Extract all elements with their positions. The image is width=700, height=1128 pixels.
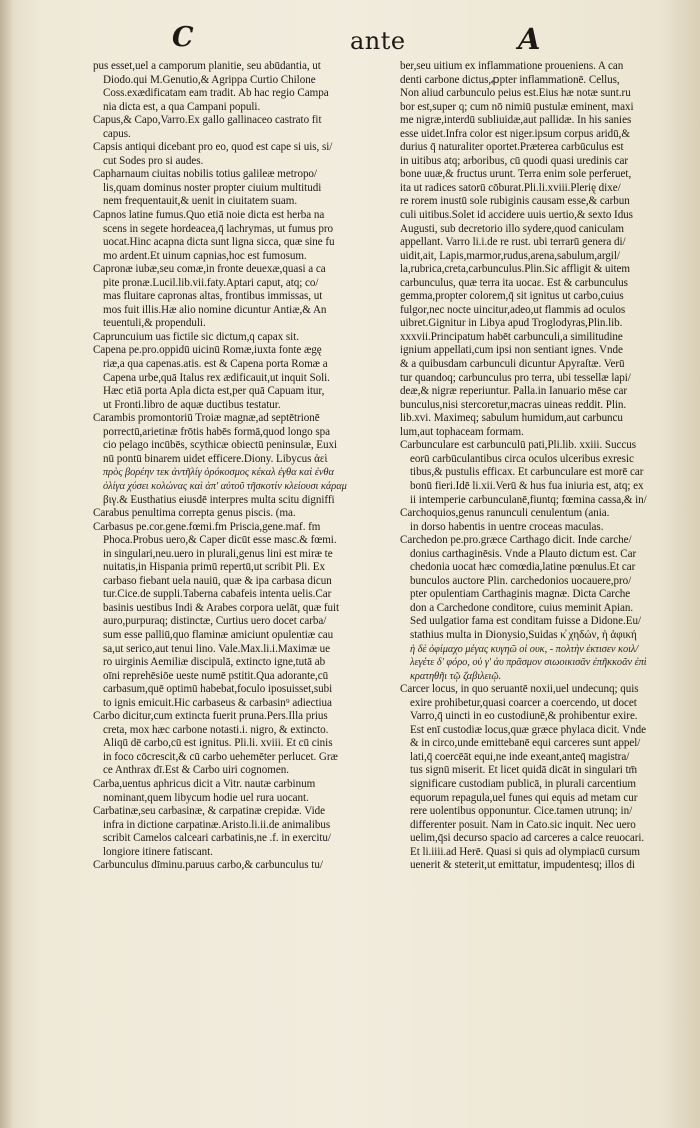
right-column-text-line: bor est,super q; cum nō nimiū pustulæ eminent, maxi <box>400 100 634 113</box>
left-column-text-line: infra in dictione carpatinæ.Aristo.li.ii.de animalibus <box>103 818 331 831</box>
left-column-text-line: Capharnaum ciuitas nobilis totius galileæ metropo/ <box>93 168 317 181</box>
left-column-text-line: Carbunculus dīminu.paruus carbo,& carbunculus tu/ <box>93 859 323 872</box>
right-column-text-line: exire prohibetur,quasi coarcer a coercendo, ut docet <box>410 696 637 709</box>
left-column-text-line: auro,purpuraq; distinctæ, Curtius uero docet carba/ <box>103 615 327 628</box>
left-column-text-line: Carba,uentus aphricus dicit a Vitr. nautæ carbinum <box>93 777 316 790</box>
right-column-text-line: ἡ δὲ ὀφίμαχο μέγας κυγηῶ οἱ ουκ, - πολτὴν ἐκτισεν κοιλ/ <box>410 643 639 655</box>
right-column-text-line: re rorem inustū sole rubiginis causam esse,& carbun <box>400 195 630 208</box>
left-column-text-line: nia dicta est, a qua Campani populi. <box>103 100 261 113</box>
left-column-text-line: cio pelago incūbēs, scythicæ obiectū peninsulæ, Euxi <box>103 439 338 452</box>
right-column-text-line: & in circo,unde emittebanē equi carceres sunt appel/ <box>410 737 641 750</box>
right-column-text-line: Carchedon pe.pro.græce Carthago dicit. Inde carche/ <box>400 534 632 547</box>
left-column-text-line: scribit Camelos calceari carbatinis,ne .f. in exercitu/ <box>103 832 331 845</box>
right-column-text-line: lati,q̄ coercēāt equi,ne inde exeant,anteq̄ magistra/ <box>410 750 630 763</box>
right-text-column <box>400 60 696 873</box>
right-column-text-line: deæ,& nigræ reperiuntur. Palla.in Ianuario mēse car <box>400 385 627 398</box>
right-column-text-line: durius q̄ naturaliter oportet.Præterea carbūculus est <box>400 141 624 154</box>
right-column-text-line: chedonia uocat hæc comœdia,latine pœnulus.Et car <box>410 561 636 574</box>
right-column-text-line: in uitibus atq; arboribus, cū quodi quasi uredinis car <box>400 154 629 167</box>
left-column-text-line: sa,ut serico,aut tenui lino. Vale.Max.li.i.Maximæ ue <box>103 642 331 655</box>
left-column-text-line: sum esse palliū,quo flaminæ amiciunt opulentiæ cau <box>103 628 334 641</box>
running-head-right-letter: A <box>518 22 542 56</box>
left-column-text-line: Carambis promontoriū Troiæ magnæ,ad septētrionē <box>93 412 320 425</box>
running-head-left-letter: C <box>172 22 194 53</box>
right-column-text-line: gemma,propter colorem,q̄ sit ignitus ut carbo,cuius <box>400 290 624 303</box>
right-column-text-line: bone uuæ,& fructus urunt. Terra enim sole perferuet, <box>400 168 632 181</box>
right-column-text-line: uidit,ait, Lapis,marmor,rudus,arena,sabulum,argil/ <box>400 249 620 262</box>
right-column-text-line: stathius multa in Dionysio,Suidas κ̓ χηδών, ἡ ἀφική <box>410 628 637 641</box>
right-column-text-line: tur quandoq; carbunculus pro terra, ubi tessellæ lapi/ <box>400 371 631 384</box>
right-column-text-line: Carcer locus, in quo seruantē noxii,uel undecunq; quis <box>400 683 639 696</box>
right-column-text-line: Carbunculare est carbunculū pati,Pli.lib. xxiii. Succus <box>400 439 637 452</box>
page-gutter-shadow <box>0 0 14 1128</box>
right-column-text-line: Non aliud carbunculo peius est.Eius hæ notæ sunt.ru <box>400 87 631 100</box>
running-head <box>0 22 700 62</box>
right-column-text-line: ita ut radices satorū cōburat.Pli.li.xviii.Plerię dixe/ <box>400 181 621 194</box>
right-column-text-line: Sed uulgatior fama est conditam fuisse a Didone.Eu/ <box>410 615 641 628</box>
left-column-text-line: nuitatis,in Hispania primū repertū,ut scribit Pli. Ex <box>103 561 325 574</box>
left-column-text-line: pus esset,uel a camporum planitie, seu abūdantia, ut <box>93 60 321 72</box>
right-column-text-line: uibret.Gignitur in Libya apud Troglodyras,Plin.lib. <box>400 317 623 330</box>
right-column-text-line: denti carbone dictus,ꝓpter inflammationē. Cellus, <box>400 73 620 86</box>
left-column-text-line: Carbasus pe.cor.gene.fœmi.fm Priscia,gene.maf. fm <box>93 520 321 533</box>
right-column-text-line: culi uitibus.Solet id accidere uuis uertio,& sexto Idus <box>400 209 633 222</box>
left-column-text-line: Capruncuium uas fictile sic dictum,q capax sit. <box>93 330 299 343</box>
left-column-text-line: in foco cōcrescit,& cū carbo uehemēter perlucet. Græ <box>103 750 338 763</box>
left-column-text-line: nominant,quem libycum hodie uel rura uocant. <box>103 791 309 804</box>
left-column-text-line: Capronæ iubæ,seu comæ,in fronte deuexæ,quasi a ca <box>93 263 326 276</box>
right-column-text-line: Varro,q̄ uincti in eo custodiunē,& prohibentur exire. <box>410 710 638 723</box>
left-column-text-line: Hæc etiā porta Apla dicta est,per quā Capuam itur, <box>103 385 325 398</box>
left-column-text-line: Carabus penultima correpta genus piscis. (ma. <box>93 507 296 520</box>
left-column-text-line: pite pronæ.Lucil.lib.vii.faty.Aptari caput, atq; co/ <box>103 276 319 289</box>
right-column-text-line: Est enī custodiæ locus,quæ græce phylaca dicit. Vnde <box>410 723 646 736</box>
right-column-text-line: uelim,q̄si decurso spacio ad carceres a calce reuocari. <box>410 832 645 845</box>
right-column-text-line: equorum repagula,uel funes qui equis ad metam cur <box>410 791 638 804</box>
right-column-text-line: bunculus,nisi stercoretur,macras uineas reddit. Plin. <box>400 398 627 411</box>
right-column-text-line: λεγέτε δ' φόρο, οὐ γ' ἀυ πρᾶσμον σιωοικισᾶν ἐπῆκκοᾶν ἐπὶ <box>410 657 647 669</box>
right-column-text-line: uenerit & steterit,ut emittatur, impudentesq; illos di <box>410 859 635 872</box>
right-column-text-line: don a Carchedone conditore, cuius meminit Apian. <box>410 601 634 614</box>
left-column-text-line: nū pontū binarem uidet efficere.Diony. Libycus ἀεὶ <box>103 452 328 465</box>
right-column-text-line: & a quibusdam carbunculi dicuntur Apyraſtæ. Verū <box>400 358 625 371</box>
right-column-text-line: lum,aut tophaceam formam. <box>400 425 524 438</box>
left-column-text-line: ro uirginis Aemiliæ discipulā, extincto igne,tutā ab <box>103 656 326 669</box>
left-column-text-line: carbaso fiebant uela nauiū, quæ & ipa carbasa dicun <box>103 574 332 587</box>
right-column-text-line: fulgor,nec nocte uincitur,adeo,ut flammis ad oculos <box>400 303 626 316</box>
right-column-text-line: Et li.iiii.ad Herē. Quasi si quis ad olympiacū cursum <box>410 845 640 858</box>
right-column-text-line: carbunculus, quæ terra ita uocaε. Est & carbunculus <box>400 276 628 289</box>
left-text-column <box>93 60 389 873</box>
right-column-text-line: la,rubrica,creta,carbunculus.Plin.Sic affligit & uitem <box>400 263 630 276</box>
left-column-text-line: tur.Cice.de suppli.Taberna cabafeis intenta uelis.Car <box>103 588 332 601</box>
right-column-text-line: bonū fieri.Idē li.xii.Verū & hus fua iniuria est, atq; ex <box>410 479 644 492</box>
left-column-text-line: mo ardent.Et uinum capnias,hoc est fumosum. <box>103 249 307 262</box>
left-column-text-line: scens in segete hordeacea,q̄ lachrymas, ut fumus pro <box>103 222 334 235</box>
left-column-text-line: porrectū,arietinæ frōtis habēs formā,quod longo spa <box>103 425 330 438</box>
right-column-text-line: bunculos auctore Plin. carchedonios uocauere,pro/ <box>410 574 632 587</box>
left-column-text-line: ut Fronti.libro de aquæ ductibus testatur. <box>103 398 281 411</box>
right-column-text-line: lib.xvi. Maximeq; sabulum humidum,aut carbuncu <box>400 412 623 425</box>
left-column-text-line: nem frequentauit,& uenit in ciuitatem suam. <box>103 195 298 208</box>
left-column-text-line: Diodo.qui M.Genutio,& Agrippa Curtio Chilone <box>103 73 316 86</box>
right-column-text-line: Carchoquios,genus ranunculi cenulentum (ania. <box>400 507 610 520</box>
left-column-text-line: oīni reprehēsiōe ueste numē pstitit.Qua adorante,cū <box>103 669 329 682</box>
right-column-text-line: me nigræ,interdū subliuidæ,aut pallidæ. In his sanies <box>400 114 632 127</box>
right-column-text-line: esse uidet.Infra color est niger.ipsum corpus aridū,& <box>400 127 630 140</box>
right-column-text-line: κρατηθῆι τῷ ζαβιλειῷ. <box>410 670 502 682</box>
left-column-text-line: mos fuit illis.Hæ alio nomine dicuntur Antiæ,& An <box>103 303 327 316</box>
right-column-text-line: pter opulentiam Carthaginis magnæ. Dicta Carche <box>410 588 631 601</box>
left-column-text-line: Aliqū dē carbo,cū est ignitus. Pli.li. xviii. Et cū cinis <box>103 737 333 750</box>
left-column-text-line: Coss.exædificatam eam tradit. Ab hac regio Campa <box>103 87 329 100</box>
left-column-text-line: Capena urbe,quā Italus rex ædificauit,ut inquit Soli. <box>103 371 330 384</box>
right-column-text-line: ber,seu uitium ex inflammatione proueniens. A can <box>400 60 624 72</box>
left-column-text-line: Carbatinæ,seu carbasinæ, & carpatinæ crepidæ. Vide <box>93 805 326 818</box>
right-column-text-line: differenter posuit. Nam in Cato.sic inquit. Nec uero <box>410 818 636 831</box>
right-column-text-line: significare custodiam publicā, in plurali carcentium <box>410 777 636 790</box>
running-head-word: ante <box>350 27 406 55</box>
left-column-text-line: capus. <box>103 127 131 140</box>
left-column-text-line: mas fluitare capronas altas, frontibus immissas, ut <box>103 290 323 303</box>
left-column-text-line: lis,quam dominus noster propter ciuium multitudi <box>103 181 322 194</box>
right-column-text-line: donius carthaginēsis. Vnde a Plauto dictum est. Car <box>410 547 637 560</box>
left-column-text-line: creta, mox hæc carbone notasti.i. nigro, & extincto. <box>103 723 329 736</box>
left-column-text-line: Capus,& Capo,Varro.Ex gallo gallinaceo castrato fit <box>93 114 322 127</box>
right-column-text-line: rere uolentibus opponuntur. Cice.tamen utrunq; in/ <box>410 805 633 818</box>
left-column-text-line: Carbo dicitur,cum extincta fuerit pruna.Pers.Illa prius <box>93 710 328 723</box>
left-column-text-line: Capena pe.pro.oppidū uicinū Romæ,iuxta fonte ægę <box>93 344 322 357</box>
right-column-text-line: Augusti, sub decretorio illo sydere,quod caniculam <box>400 222 624 235</box>
left-column-text-line: basinis uestibus Indi & Arabes corpora uelāt, quæ fuit <box>103 601 340 614</box>
left-column-text-line: πρὸς βορέην τεκ ἀντῆλίγ ὀρόκοσμος κέκαλ ἐγθα καὶ ἐνθα <box>103 467 334 479</box>
left-column-text-line: ὀλίγα χύσει κολώνας καὶ ἀπ' αὐτοῦ τῆσκοτίν κλείουσι κάραμ <box>103 480 347 492</box>
left-column-text-line: longiore itinere fatiscant. <box>103 845 213 858</box>
right-column-text-line: appellant. Varro li.i.de re rust. ubi terrarū genera di/ <box>400 236 626 249</box>
left-column-text-line: Capsis antiqui dicebant pro eo, quod est cape si uis, si/ <box>93 141 333 154</box>
left-column-text-line: carbasum,quē optimū habebat,foculo iposuisset,subi <box>103 683 333 696</box>
right-column-text-line: xxxvii.Principatum habēt carbunculi,a similitudine <box>400 330 623 343</box>
left-column-text-line: uocat.Hinc acapna dicta sunt ligna sicca, quæ sine fu <box>103 236 335 249</box>
right-column-text-line: eorū carbūculantibus circa oculos ulceribus exresic <box>410 452 634 465</box>
right-column-text-line: tus signū miserit. Et licet quidā dicāt in singulari tm̄ <box>410 764 638 777</box>
right-column-text-line: in dorso habentis in uentre croceas maculas. <box>410 520 604 533</box>
right-column-text-line: ii intemperie carbunculanē,fiuntq; fœmina cassa,& in/ <box>410 493 647 506</box>
right-column-text-line: ignium appellati,cum ipsi non sentiant ignes. Vnde <box>400 344 623 357</box>
left-column-text-line: in singulari,neu.uero in plurali,genus lini est miræ te <box>103 547 333 560</box>
left-column-text-line: ce Anthrax dī.Est & Carbo uiri cognomen. <box>103 764 289 777</box>
right-column-text-line: tibus,& pustulis efficax. Et carbunculare est morē car <box>410 466 644 479</box>
left-column-text-line: βιγ.& Eusthatius eiusdē interpres multa scitu digniffi <box>103 493 335 506</box>
left-column-text-line: teuentuli,& propenduli. <box>103 317 206 330</box>
left-column-text-line: riæ,a qua capenas.atis. est & Capena porta Romæ a <box>103 358 328 371</box>
left-column-text-line: to ignis emicuit.Hic carbaseus & carbasin⁹ adiectiua <box>103 696 332 709</box>
left-column-text-line: Capnos latine fumus.Quo etiā noie dicta est herba na <box>93 209 325 222</box>
left-column-text-line: Phoca.Probus uero,& Caper dicūt esse masc.& fœmi. <box>103 534 337 547</box>
left-column-text-line: cut Sodes pro si audes. <box>103 154 204 167</box>
